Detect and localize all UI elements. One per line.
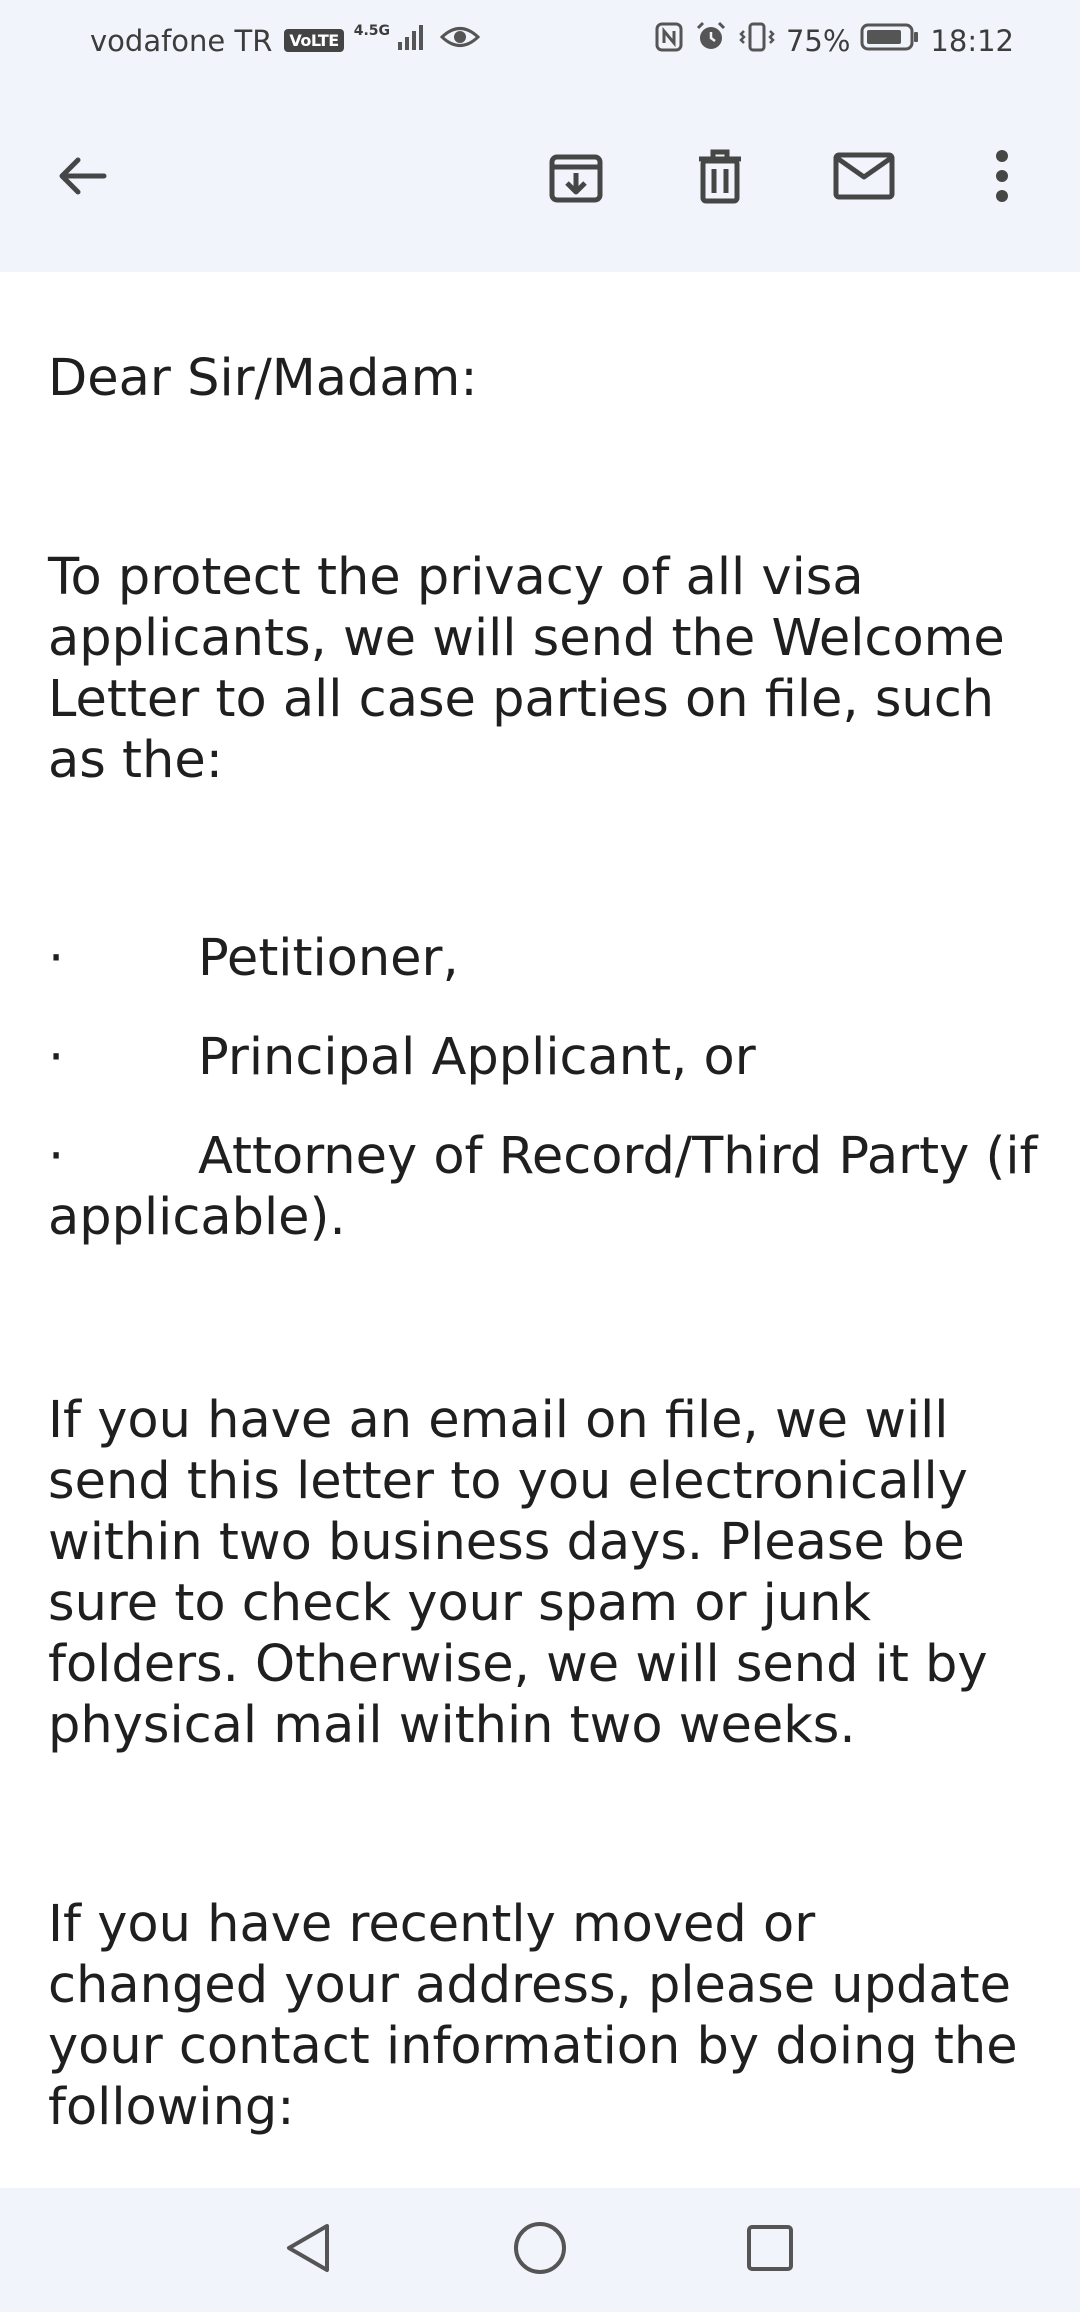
nav-recents-icon: [745, 2223, 795, 2277]
nav-home-button[interactable]: [510, 2220, 570, 2280]
carrier-name: vodafone TR: [90, 23, 273, 58]
battery-percent: 75%: [785, 23, 851, 58]
network-type: 4.5G: [353, 22, 391, 39]
nav-home-icon: [512, 2220, 568, 2280]
bullet-text: Principal Applicant, or: [198, 1028, 756, 1087]
alarm-icon: [694, 20, 728, 61]
eye-icon: [440, 22, 480, 59]
paragraph-address-update: If you have recently moved or changed your address, please update your contact information by doing the following:: [48, 1895, 1018, 2137]
paragraph-privacy: To protect the privacy of all visa applicants, we will send the Welcome Letter to all case parties on file, such as the:: [48, 548, 1005, 790]
more-vert-icon: [992, 148, 1012, 208]
bullet-text: Petitioner,: [198, 929, 459, 988]
bullet-marker: ·: [48, 1127, 65, 1186]
mail-icon: [832, 149, 896, 207]
list-item: [48, 1027, 1038, 1088]
status-bar: [0, 0, 1080, 84]
status-bar-left: [90, 22, 480, 59]
arrow-left-icon: [54, 148, 110, 208]
system-nav-bar: [0, 2188, 1080, 2312]
bullet-text: Attorney of Record/Third Party (if: [198, 1127, 1038, 1186]
status-bar-right: [654, 20, 1014, 61]
list-item: [48, 1126, 1038, 1248]
archive-button[interactable]: [540, 142, 612, 214]
bullet-text-continued: applicable).: [48, 1188, 346, 1247]
nav-back-icon: [283, 2221, 333, 2279]
mark-unread-button[interactable]: [828, 142, 900, 214]
trash-icon: [691, 147, 749, 209]
more-options-button[interactable]: [966, 142, 1038, 214]
greeting: Dear Sir/Madam:: [48, 349, 478, 408]
paragraph-email-delivery: If you have an email on file, we will send this letter to you electronically within two business days. Please be sure to check your spam or junk folders. Otherwise, we will send it by physical mail within two weeks.: [48, 1391, 988, 1755]
list-item: [48, 928, 1038, 989]
vibrate-icon: [738, 21, 776, 60]
bullet-marker: ·: [48, 1028, 65, 1087]
archive-icon: [547, 147, 605, 209]
battery-icon: [860, 22, 920, 59]
signal-icon: [396, 22, 426, 59]
email-toolbar: [0, 84, 1080, 272]
delete-button[interactable]: [684, 142, 756, 214]
back-button[interactable]: [46, 142, 118, 214]
nav-back-button[interactable]: [278, 2220, 338, 2280]
nav-recents-button[interactable]: [740, 2220, 800, 2280]
nfc-icon: [654, 21, 684, 60]
bullet-marker: ·: [48, 929, 65, 988]
clock-time: 18:12: [930, 23, 1014, 58]
volte-badge: VoLTE: [284, 29, 343, 52]
